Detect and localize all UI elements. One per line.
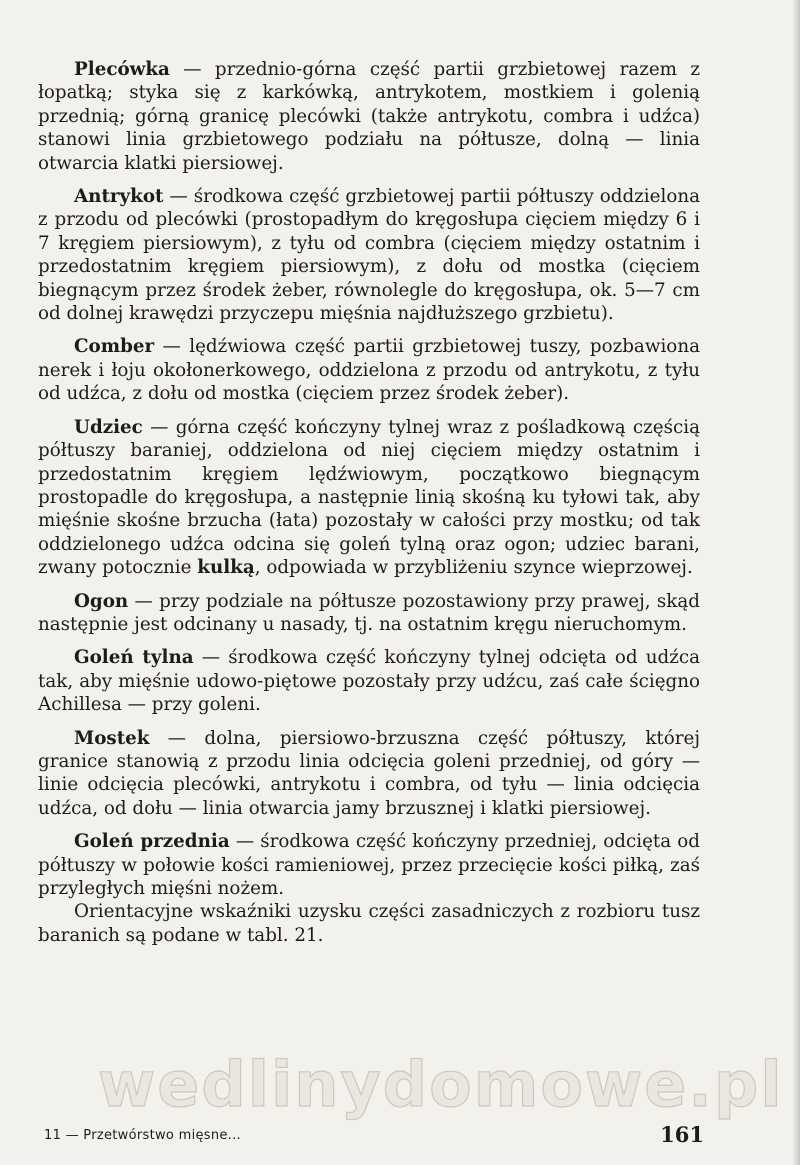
entry-golen-przednia	[38, 830, 700, 900]
page-footer	[44, 1122, 704, 1152]
entry-ogon	[38, 590, 700, 637]
definition-antrykot: — środkowa część grzbietowej partii półtuszy oddzielona z przodu od plecówki (prostopadłym do kręgosłupa cięciem między 6 i 7 kręgiem piersiowym), z tyłu od combra (cięciem między ostatnim i przedostatnim kręgiem piersiowym), z dołu od mostka (cięciem biegnącym przez środek żeber, równolegle do kręgosłupa, ok. 5—7 cm od dolnej krawędzi przyczepu mięśnia najdłuższego grzbietu).	[38, 186, 700, 325]
definition-plecowka: — przednio-górna część partii grzbietowej razem z łopatką; styka się z karkówką, antrykotem, mostkiem i golenią przednią; górną granicę plecówki (także antrykotu, combra i udźca) stanowi linia grzbietowego podziału na półtusze, dolną — linia otwarcia klatki piersiowej.	[38, 59, 700, 174]
definition-udziec: — górna część kończyny tylnej wraz z pośladkową częścią półtuszy baraniej, oddzielona od niej cięciem między ostatnim i przedostatnim kręgiem lędźwiowym, początkowo biegnącym prostopadle do kręgosłupa, a następnie linią skośną ku tyłowi tak, aby mięśnie skośne brzucha (łata) pozostały w całości przy mostku; od tak oddzielonego udźca odcina się goleń tylną oraz ogon; udziec barani, zwany potocznie	[38, 416, 700, 579]
scan-edge-shadow	[792, 0, 800, 1165]
definition-udziec-end: , odpowiada w przybliżeniu szynce wieprzowej.	[254, 557, 693, 579]
page-number: 161	[660, 1122, 704, 1147]
definition-ogon: — przy podziale na półtusze pozostawiony przy prawej, skąd następnie jest odcinany u nasady, tj. na ostatnim kręgu nieruchomym.	[38, 590, 700, 635]
closing-paragraph: Orientacyjne wskaźniki uzysku części zasadniczych z rozbioru tusz baranich są podane w tabl. 21.	[38, 901, 700, 946]
term-udziec: Udziec	[74, 416, 143, 438]
entry-comber	[38, 335, 700, 405]
term-ogon: Ogon	[74, 590, 129, 612]
entry-udziec	[38, 416, 700, 580]
entry-plecowka	[38, 58, 700, 175]
definition-comber: — lędźwiowa część partii grzbietowej tuszy, pozbawiona nerek i łoju okołonerkowego, oddzielona z przodu od antrykotu, z tyłu od udźca, z dołu od mostka (cięciem przez środek żeber).	[38, 336, 700, 405]
definition-golen-tylna: — środkowa część kończyny tylnej odcięta od udźca tak, aby mięśnie udowo-piętowe pozostały przy udźcu, zaś całe ścięgno Achillesa — przy goleni.	[38, 647, 700, 716]
term-kulka: kulką	[197, 557, 255, 579]
definition-golen-przednia: — środkowa część kończyny przedniej, odcięta od półtuszy w połowie kości ramieniowej, przez przecięcie kości piłką, zaś przyległych mięśni nożem.	[38, 831, 700, 899]
term-golen-przednia: Goleń przednia	[74, 831, 230, 853]
definition-mostek: — dolna, piersiowo-brzuszna część półtuszy, której granice stanowią z przodu linia odcięcia goleni przedniej, od góry — linie odcięcia plecówki, antrykotu i combra, od tyłu — linia odcięcia udźca, od dołu — linia otwarcia jamy brzusznej i klatki piersiowej.	[38, 727, 700, 819]
page-body	[38, 58, 700, 957]
entry-mostek	[38, 727, 700, 821]
term-comber: Comber	[74, 336, 155, 358]
watermark: wedlinydomowe.pl	[98, 1048, 784, 1121]
entry-golen-tylna	[38, 646, 700, 716]
entry-antrykot	[38, 185, 700, 325]
term-mostek: Mostek	[74, 727, 150, 749]
term-plecowka: Plecówka	[74, 59, 170, 80]
term-golen-tylna: Goleń tylna	[74, 647, 194, 669]
term-antrykot: Antrykot	[74, 186, 164, 208]
footer-signature: 11 — Przetwórstwo mięsne...	[44, 1128, 241, 1143]
